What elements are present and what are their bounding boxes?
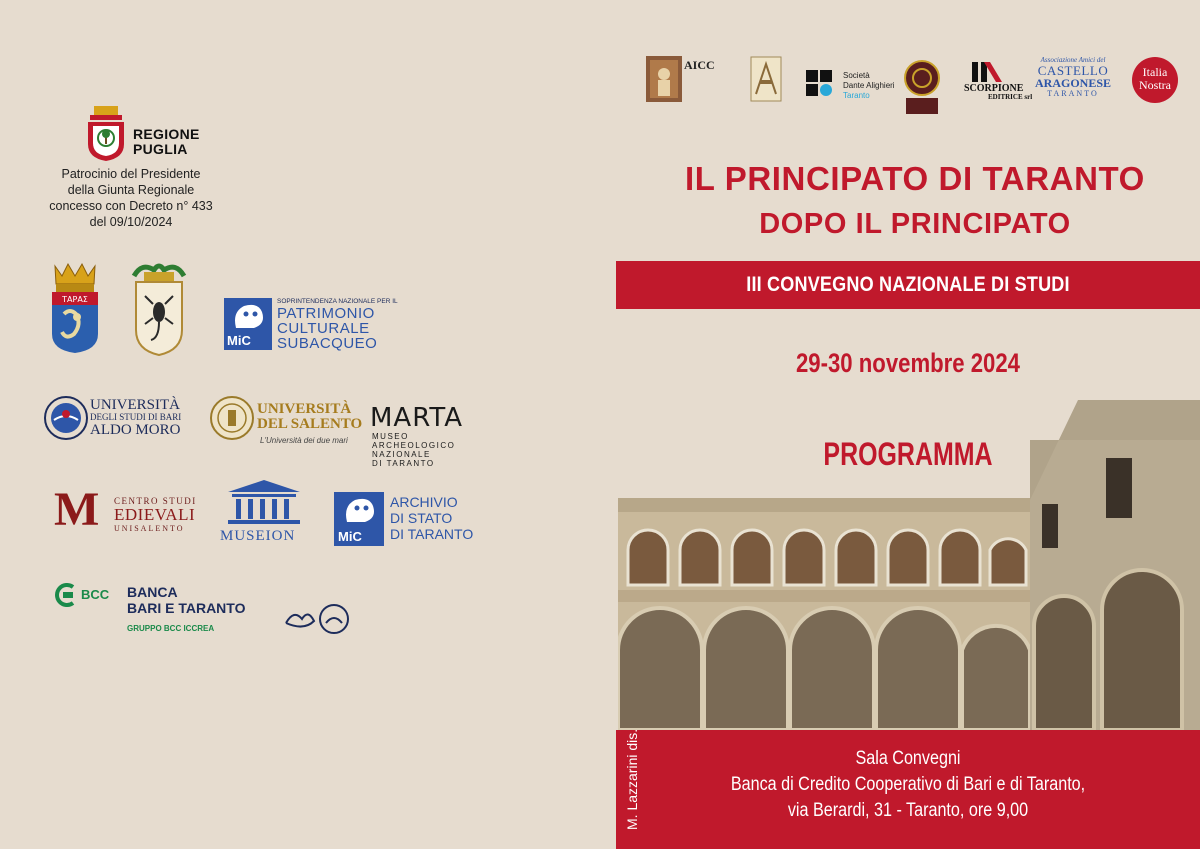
medievali-logo: [54, 483, 204, 540]
bcc-group: GRUPPO BCC ICCREA: [127, 624, 215, 633]
bcc-line1: BANCA: [127, 584, 178, 600]
castello-small: Associazione Amici del: [1040, 56, 1106, 64]
main-subtitle: DOPO IL PRINCIPATO: [759, 208, 1071, 240]
scorpione-logo-icon: [970, 60, 1004, 84]
italia-nostra-line1: Italia: [1142, 65, 1168, 79]
regione-line1: REGIONE: [133, 126, 200, 142]
mic-label: MiC: [227, 333, 251, 348]
dante-line: Dante Alighieri: [843, 81, 895, 90]
patrocinio-text: [40, 166, 222, 230]
aicc-label: AICC: [684, 58, 715, 72]
dante-name: [843, 71, 895, 101]
unisalento-line1: UNIVERSITÀ: [257, 401, 352, 417]
italia-nostra-line2: Nostra: [1139, 78, 1171, 92]
bcc-mark: BCC: [81, 587, 110, 602]
bcc-name: [127, 584, 245, 616]
medievali-line2: EDIEVALI: [114, 505, 196, 524]
illustration-credit: M. Lazzarini dis.: [624, 728, 640, 830]
soprintendenza-small: SOPRINTENDENZA NAZIONALE PER IL: [277, 298, 398, 305]
uniba-line3: ALDO MORO: [90, 422, 181, 438]
archivio-line: DI TARANTO: [390, 526, 474, 542]
italia-nostra-logo: [1132, 57, 1178, 103]
dante-logo-icon: [806, 70, 836, 96]
venue-line: Banca di Credito Cooperativo di Bari e di Taranto,: [730, 774, 1086, 795]
programma-heading: PROGRAMMA: [823, 436, 993, 472]
bcc-mark-icon: [55, 583, 79, 607]
soprintendenza-name: [277, 306, 377, 351]
unisalento-name: [257, 402, 362, 432]
scorpione-name: [964, 84, 1032, 102]
venue-line: via Berardi, 31 - Taranto, ore 9,00: [787, 800, 1029, 821]
venue-line: Sala Convegni: [855, 748, 961, 769]
sponsor-emblem-icon: [750, 56, 782, 102]
regione-puglia-name: [133, 127, 200, 157]
convegno-label: III CONVEGNO NAZIONALE DI STUDI: [746, 273, 1070, 296]
soprintendenza-line: SUBACQUEO: [277, 335, 378, 352]
marta-line: MUSEO: [372, 432, 409, 441]
castello-line2: ARAGONESE: [1034, 76, 1111, 90]
mic-mark-icon: [224, 298, 272, 350]
museion-logo: [220, 478, 308, 546]
mic-label: MiC: [338, 529, 362, 544]
uniba-logo: [44, 396, 194, 444]
society-emblem-icon: [902, 60, 942, 116]
castello-line3: TARANTO: [1047, 89, 1099, 98]
uniba-line2: DEGLI STUDI DI BARI: [90, 412, 182, 422]
medievali-initial: M: [54, 483, 100, 536]
archivio-logo: [334, 492, 484, 548]
main-title: IL PRINCIPATO DI TARANTO: [685, 160, 1145, 197]
marta-logo: [370, 404, 480, 476]
dante-line: Taranto: [843, 91, 870, 100]
castello-logo: [1032, 56, 1114, 98]
patrocinio-line: della Giunta Regionale: [67, 183, 195, 197]
patrocinio-line: Patrocinio del Presidente: [61, 167, 201, 181]
patrocinio-line: del 09/10/2024: [89, 215, 173, 229]
uniba-name: [90, 398, 181, 437]
medievali-line3: UNISALENTO: [114, 524, 185, 533]
provincia-taranto-crest: [128, 260, 190, 356]
event-dates: 29-30 novembre 2024: [795, 348, 1020, 378]
archivio-line: ARCHIVIO: [390, 494, 458, 510]
archivio-mic-mark-icon: [334, 492, 384, 546]
marta-line: ARCHEOLOGICO: [372, 441, 456, 450]
taranto-crest-text: ΤΑΡΑΣ: [62, 295, 88, 304]
soprintendenza-line: PATRIMONIO: [277, 305, 375, 322]
unisalento-line2: DEL SALENTO: [257, 416, 363, 432]
marta-subtitle: [372, 432, 480, 468]
scorpione-line2: EDITRICE srl: [988, 93, 1033, 101]
unisalento-seal-icon: [210, 396, 254, 440]
uniba-seal-icon: [44, 396, 88, 440]
unisalento-motto: L'Università dei due mari: [260, 436, 348, 445]
soprintendenza-logo: [224, 298, 404, 352]
archivio-line: DI STATO: [390, 510, 453, 526]
unisalento-logo: [210, 396, 363, 452]
dante-line: Società: [843, 71, 870, 80]
bcc-line2: BARI E TARANTO: [127, 600, 246, 616]
temple-icon: [224, 478, 304, 526]
aicc-image-icon: [646, 56, 682, 102]
castello-line1: CASTELLO: [1037, 63, 1109, 78]
marta-line: NAZIONALE: [372, 450, 431, 459]
convegno-band: [616, 261, 1200, 309]
archivio-name: [390, 494, 473, 542]
regione-puglia-crest: [86, 106, 126, 162]
soprintendenza-line: CULTURALE: [277, 320, 370, 337]
mask-icon: [339, 496, 379, 526]
museion-name: MUSEION: [220, 528, 296, 544]
regione-line2: PUGLIA: [133, 141, 188, 157]
scorpione-line1: SCORPIONE: [964, 83, 1024, 94]
patrocinio-line: concesso con Decreto n° 433: [49, 199, 213, 213]
uniba-line1: UNIVERSITÀ: [90, 397, 180, 413]
small-emblems-icon: [284, 603, 350, 635]
marta-line: DI TARANTO: [372, 459, 435, 468]
venue-box: [616, 730, 1200, 849]
marta-wordmark: MARTA: [370, 403, 464, 433]
mask-icon: [228, 302, 268, 332]
bcc-logo: [55, 583, 275, 639]
taranto-city-crest: [50, 262, 100, 354]
medievali-line1: CENTRO STUDI: [114, 496, 197, 506]
